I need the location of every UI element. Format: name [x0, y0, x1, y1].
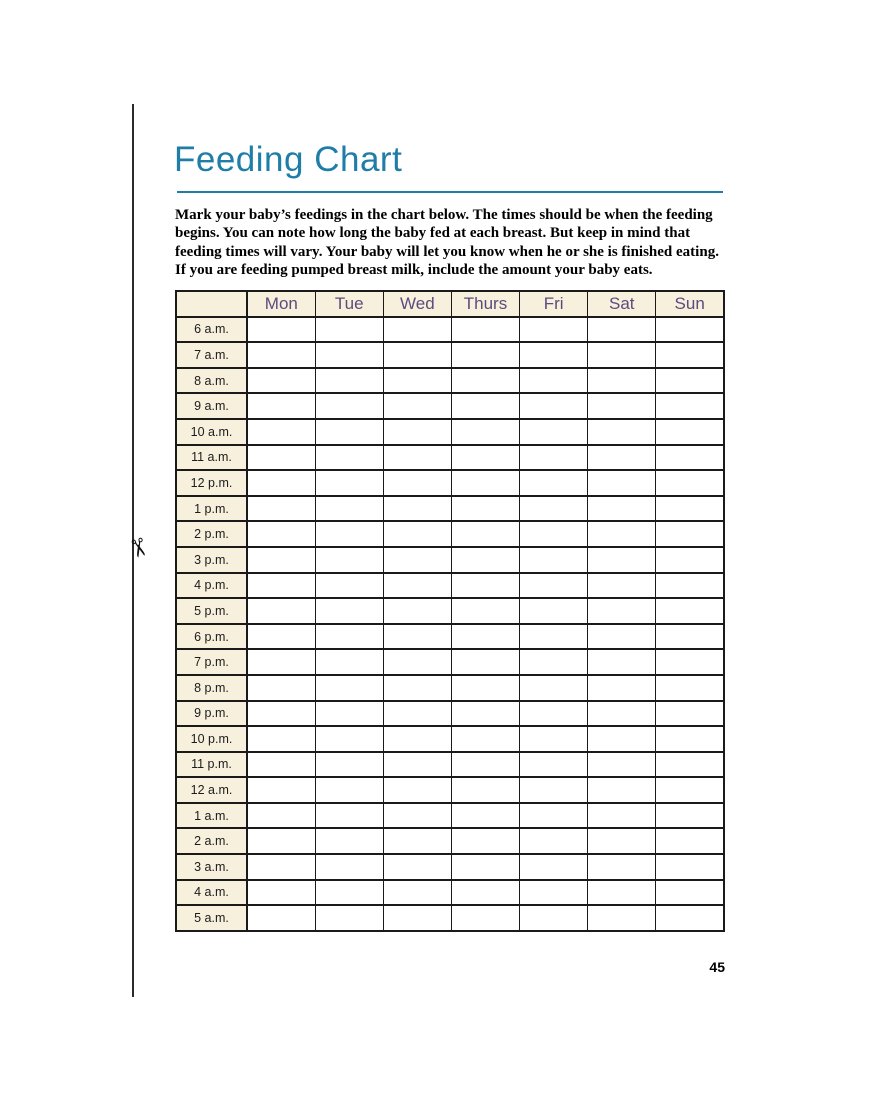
feeding-cell: [656, 419, 724, 445]
feeding-cell: [451, 317, 519, 343]
feeding-cell: [383, 828, 451, 854]
feeding-cell: [656, 752, 724, 778]
time-label: 8 a.m.: [176, 368, 247, 394]
table-row: [176, 649, 724, 675]
feeding-cell: [656, 573, 724, 599]
feeding-cell: [247, 573, 315, 599]
feeding-cell: [315, 777, 383, 803]
table-row: [176, 726, 724, 752]
time-label: 3 p.m.: [176, 547, 247, 573]
feeding-cell: [247, 342, 315, 368]
feeding-cell: [656, 701, 724, 727]
feeding-cell: [520, 547, 588, 573]
feeding-cell: [656, 726, 724, 752]
time-label: 7 a.m.: [176, 342, 247, 368]
feeding-cell: [451, 701, 519, 727]
feeding-cell: [588, 598, 656, 624]
title-rule: [177, 191, 723, 193]
day-header-fri: Fri: [520, 291, 588, 317]
feeding-cell: [451, 496, 519, 522]
feeding-cell: [520, 905, 588, 931]
feeding-cell: [656, 675, 724, 701]
feeding-cell: [247, 649, 315, 675]
feeding-cell: [315, 342, 383, 368]
feeding-cell: [656, 445, 724, 471]
feeding-cell: [656, 854, 724, 880]
feeding-cell: [247, 880, 315, 906]
feeding-cell: [656, 368, 724, 394]
feeding-cell: [451, 624, 519, 650]
feeding-cell: [520, 777, 588, 803]
feeding-cell: [247, 445, 315, 471]
feeding-cell: [383, 777, 451, 803]
table-row: [176, 547, 724, 573]
feeding-cell: [520, 521, 588, 547]
feeding-cell: [656, 496, 724, 522]
feeding-cell: [451, 803, 519, 829]
feeding-cell: [451, 649, 519, 675]
feeding-cell: [520, 752, 588, 778]
time-label: 10 a.m.: [176, 419, 247, 445]
feeding-cell: [588, 573, 656, 599]
feeding-cell: [315, 521, 383, 547]
feeding-cell: [520, 624, 588, 650]
feeding-cell: [383, 598, 451, 624]
table-row: [176, 521, 724, 547]
feeding-cell: [315, 854, 383, 880]
feeding-cell: [383, 675, 451, 701]
feeding-cell: [656, 393, 724, 419]
feeding-cell: [315, 317, 383, 343]
feeding-cell: [451, 393, 519, 419]
feeding-cell: [520, 470, 588, 496]
table-row: [176, 419, 724, 445]
feeding-cell: [315, 419, 383, 445]
feeding-cell: [315, 803, 383, 829]
table-row: [176, 496, 724, 522]
feeding-cell: [656, 521, 724, 547]
feeding-cell: [383, 854, 451, 880]
feeding-cell: [315, 445, 383, 471]
feeding-cell: [315, 880, 383, 906]
feeding-cell: [656, 342, 724, 368]
time-label: 11 a.m.: [176, 445, 247, 471]
feeding-cell: [247, 777, 315, 803]
table-row: [176, 317, 724, 343]
feeding-cell: [451, 675, 519, 701]
feeding-cell: [247, 905, 315, 931]
feeding-cell: [656, 880, 724, 906]
feeding-cell: [588, 419, 656, 445]
table-row: [176, 880, 724, 906]
feeding-cell: [451, 905, 519, 931]
feeding-cell: [520, 368, 588, 394]
time-label: 1 a.m.: [176, 803, 247, 829]
feeding-cell: [383, 649, 451, 675]
day-header-mon: Mon: [247, 291, 315, 317]
feeding-cell: [520, 828, 588, 854]
feeding-cell: [315, 393, 383, 419]
feeding-cell: [451, 419, 519, 445]
feeding-cell: [383, 445, 451, 471]
feeding-cell: [383, 496, 451, 522]
feeding-cell: [520, 649, 588, 675]
feeding-cell: [656, 470, 724, 496]
feeding-cell: [383, 803, 451, 829]
feeding-cell: [520, 675, 588, 701]
feeding-cell: [383, 342, 451, 368]
feeding-cell: [247, 726, 315, 752]
feeding-cell: [588, 342, 656, 368]
feeding-cell: [383, 905, 451, 931]
feeding-cell: [520, 573, 588, 599]
feeding-cell: [383, 624, 451, 650]
table-row: [176, 573, 724, 599]
time-label: 9 p.m.: [176, 701, 247, 727]
feeding-cell: [247, 598, 315, 624]
feeding-cell: [588, 803, 656, 829]
feeding-cell: [588, 317, 656, 343]
time-label: 4 a.m.: [176, 880, 247, 906]
feeding-cell: [520, 701, 588, 727]
feeding-cell: [520, 803, 588, 829]
feeding-cell: [451, 521, 519, 547]
feeding-cell: [656, 777, 724, 803]
table-row: [176, 854, 724, 880]
feeding-cell: [315, 905, 383, 931]
day-header-tue: Tue: [315, 291, 383, 317]
table-row: [176, 624, 724, 650]
feeding-cell: [247, 470, 315, 496]
feeding-cell: [451, 752, 519, 778]
feeding-cell: [315, 624, 383, 650]
feeding-table-body: [176, 317, 724, 931]
feeding-cell: [588, 726, 656, 752]
feeding-cell: [451, 598, 519, 624]
feeding-cell: [247, 317, 315, 343]
feeding-cell: [520, 726, 588, 752]
feeding-cell: [451, 470, 519, 496]
feeding-cell: [383, 317, 451, 343]
feeding-cell: [588, 675, 656, 701]
feeding-cell: [588, 880, 656, 906]
feeding-cell: [451, 573, 519, 599]
feeding-cell: [383, 752, 451, 778]
feeding-cell: [247, 624, 315, 650]
time-label: 2 a.m.: [176, 828, 247, 854]
feeding-cell: [520, 419, 588, 445]
feeding-cell: [588, 905, 656, 931]
feeding-cell: [588, 854, 656, 880]
feeding-cell: [315, 828, 383, 854]
feeding-cell: [315, 598, 383, 624]
feeding-cell: [520, 393, 588, 419]
feeding-cell: [247, 828, 315, 854]
feeding-cell: [451, 342, 519, 368]
feeding-cell: [588, 547, 656, 573]
feeding-cell: [247, 803, 315, 829]
feeding-cell: [656, 598, 724, 624]
feeding-cell: [588, 649, 656, 675]
table-row: [176, 828, 724, 854]
day-header-thurs: Thurs: [451, 291, 519, 317]
feeding-cell: [451, 445, 519, 471]
table-row: [176, 803, 724, 829]
feeding-cell: [451, 854, 519, 880]
feeding-cell: [520, 445, 588, 471]
feeding-cell: [520, 496, 588, 522]
time-label: 1 p.m.: [176, 496, 247, 522]
feeding-cell: [247, 521, 315, 547]
page-title: Feeding Chart: [174, 140, 403, 179]
feeding-cell: [588, 701, 656, 727]
feeding-cell: [588, 470, 656, 496]
feeding-cell: [588, 445, 656, 471]
feeding-cell: [247, 854, 315, 880]
feeding-cell: [383, 701, 451, 727]
feeding-cell: [383, 726, 451, 752]
day-header-sun: Sun: [656, 291, 724, 317]
page-number: 45: [709, 959, 725, 975]
feeding-cell: [383, 393, 451, 419]
feeding-cell: [247, 752, 315, 778]
time-label: 2 p.m.: [176, 521, 247, 547]
feeding-cell: [383, 880, 451, 906]
table-row: [176, 701, 724, 727]
feeding-cell: [315, 573, 383, 599]
feeding-cell: [451, 547, 519, 573]
feeding-cell: [315, 701, 383, 727]
feeding-cell: [247, 701, 315, 727]
time-label: 5 p.m.: [176, 598, 247, 624]
feeding-cell: [451, 777, 519, 803]
feeding-cell: [520, 342, 588, 368]
feeding-cell: [588, 393, 656, 419]
table-row: [176, 675, 724, 701]
feeding-cell: [588, 368, 656, 394]
feeding-cell: [247, 368, 315, 394]
table-row: [176, 445, 724, 471]
time-label: 8 p.m.: [176, 675, 247, 701]
day-header-wed: Wed: [383, 291, 451, 317]
feeding-cell: [315, 496, 383, 522]
feeding-cell: [656, 828, 724, 854]
time-label: 3 a.m.: [176, 854, 247, 880]
feeding-cell: [451, 726, 519, 752]
feeding-table-head-row: [176, 291, 724, 317]
table-row: [176, 368, 724, 394]
feeding-cell: [383, 368, 451, 394]
feeding-cell: [588, 828, 656, 854]
feeding-cell: [656, 803, 724, 829]
feeding-cell: [520, 598, 588, 624]
feeding-cell: [588, 777, 656, 803]
scissors-icon: ✂: [121, 533, 156, 562]
feeding-cell: [247, 547, 315, 573]
feeding-cell: [451, 368, 519, 394]
feeding-cell: [315, 547, 383, 573]
day-header-sat: Sat: [588, 291, 656, 317]
feeding-cell: [588, 624, 656, 650]
table-row: [176, 598, 724, 624]
time-label: 6 p.m.: [176, 624, 247, 650]
feeding-cell: [383, 521, 451, 547]
time-label: 9 a.m.: [176, 393, 247, 419]
intro-paragraph: Mark your baby’s feedings in the chart below. The times should be when the feeding begins. You can note how long the baby fed at each breast. But keep in mind that feeding times will vary. Your baby will let you know when he or she is finished eating. If you are feeding pumped breast milk, include the amount your baby eats.: [175, 207, 719, 279]
feeding-cell: [247, 496, 315, 522]
time-label: 7 p.m.: [176, 649, 247, 675]
time-label: 5 a.m.: [176, 905, 247, 931]
table-row: [176, 470, 724, 496]
feeding-cell: [588, 521, 656, 547]
time-label: 11 p.m.: [176, 752, 247, 778]
feeding-cell: [656, 547, 724, 573]
table-row: [176, 777, 724, 803]
feeding-cell: [315, 675, 383, 701]
feeding-cell: [656, 905, 724, 931]
feeding-table: [175, 290, 725, 932]
feeding-cell: [315, 368, 383, 394]
time-label: 12 p.m.: [176, 470, 247, 496]
feeding-cell: [451, 880, 519, 906]
feeding-cell: [315, 752, 383, 778]
feeding-cell: [247, 675, 315, 701]
table-row: [176, 342, 724, 368]
feeding-cell: [656, 649, 724, 675]
feeding-cell: [383, 419, 451, 445]
table-row: [176, 393, 724, 419]
feeding-cell: [520, 317, 588, 343]
feeding-cell: [588, 496, 656, 522]
feeding-cell: [451, 828, 519, 854]
feeding-cell: [247, 419, 315, 445]
feeding-cell: [383, 573, 451, 599]
feeding-cell: [315, 470, 383, 496]
time-label: 10 p.m.: [176, 726, 247, 752]
corner-cell: [176, 291, 247, 317]
time-label: 4 p.m.: [176, 573, 247, 599]
feeding-cell: [520, 880, 588, 906]
feeding-cell: [247, 393, 315, 419]
feeding-cell: [315, 726, 383, 752]
feeding-cell: [588, 752, 656, 778]
feeding-cell: [656, 317, 724, 343]
feeding-cell: [383, 470, 451, 496]
time-label: 12 a.m.: [176, 777, 247, 803]
time-label: 6 a.m.: [176, 317, 247, 343]
feeding-cell: [383, 547, 451, 573]
table-row: [176, 752, 724, 778]
feeding-cell: [315, 649, 383, 675]
table-row: [176, 905, 724, 931]
feeding-cell: [520, 854, 588, 880]
feeding-cell: [656, 624, 724, 650]
